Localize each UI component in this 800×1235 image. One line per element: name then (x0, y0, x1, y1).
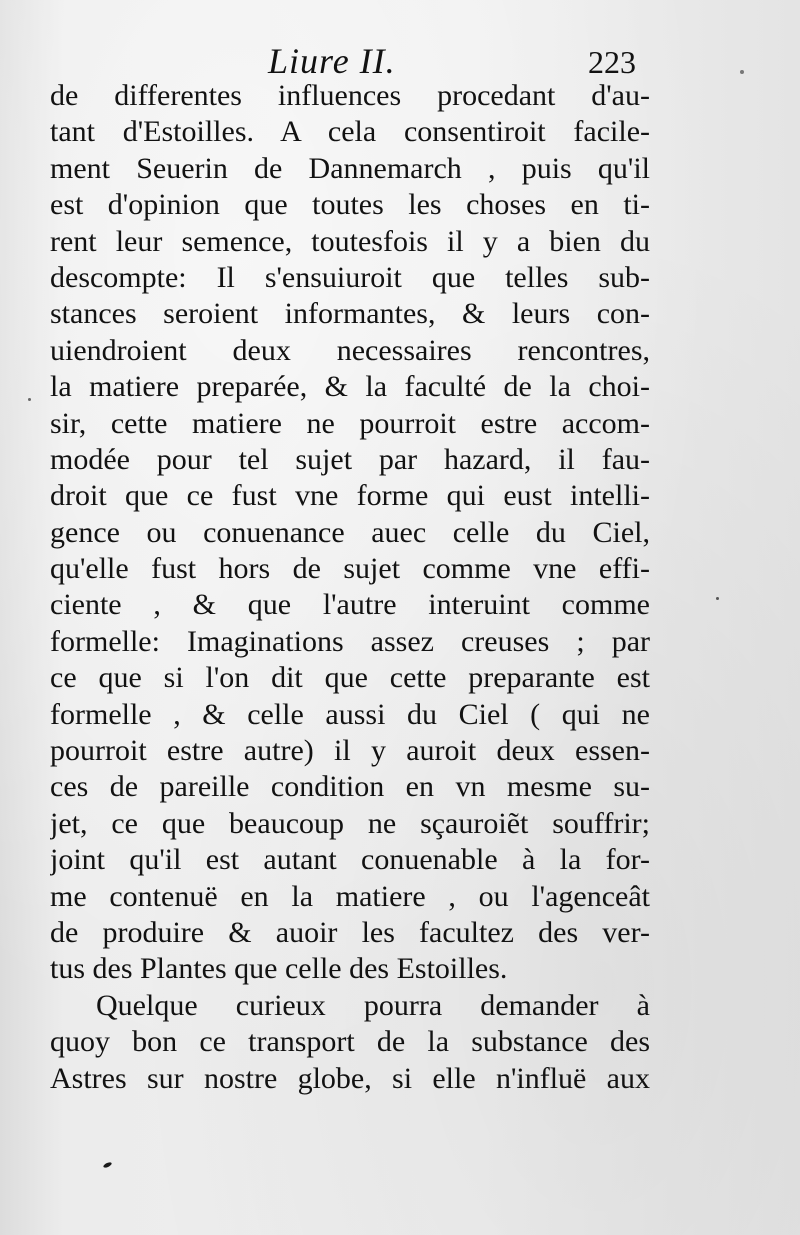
text-line: modée pour tel sujet par hazard, il fau- (50, 442, 650, 476)
text-line: ciente , & que l'autre interuint comme (50, 588, 650, 622)
page-number: 223 (588, 44, 636, 80)
text-line: ce que si l'on dit que cette preparante est (50, 661, 650, 695)
text-line: ces de pareille condition en vn mesme su- (50, 770, 650, 804)
text-line: est d'opinion que toutes les choses en ti- (50, 188, 650, 222)
text-line-paragraph-start: Quelque curieux pourra demander à (96, 988, 650, 1022)
text-line: quoy bon ce transport de la substance des (50, 1025, 650, 1059)
body-text (50, 78, 650, 1097)
text-line: formelle: Imaginations assez creuses ; par (50, 624, 650, 658)
text-line: la matiere preparée, & la faculté de la choi- (50, 370, 650, 404)
ink-speck (103, 1161, 113, 1168)
ink-speck (28, 398, 31, 401)
text-line: uiendroient deux necessaires rencontres, (50, 333, 650, 367)
text-line: droit que ce fust vne forme qui eust intelli- (50, 479, 650, 513)
text-line: Astres sur nostre globe, si elle n'influë aux (50, 1061, 650, 1095)
text-line: gence ou conuenance auec celle du Ciel, (50, 515, 650, 549)
text-line: stances seroient informantes, & leurs con- (50, 297, 650, 331)
text-line: rent leur semence, toutesfois il y a bien du (50, 224, 650, 258)
text-line: me contenuë en la matiere , ou l'agenceât (50, 879, 650, 913)
text-line: pourroit estre autre) il y auroit deux essen- (50, 734, 650, 768)
text-line: jet, ce que beaucoup ne sçauroiẽt souffrir; (50, 806, 650, 840)
running-title: Liure II. (268, 41, 396, 81)
text-line: qu'elle fust hors de sujet comme vne effi- (50, 552, 650, 586)
ink-speck (740, 70, 744, 74)
text-line: ment Seuerin de Dannemarch , puis qu'il (50, 151, 650, 185)
text-line: descompte: Il s'ensuiuroit que telles sub- (50, 260, 650, 294)
ink-speck (716, 597, 719, 600)
text-line: formelle , & celle aussi du Ciel ( qui ne (50, 697, 650, 731)
text-line: sir, cette matiere ne pourroit estre accom- (50, 406, 650, 440)
text-line: de differentes influences procedant d'au- (50, 79, 650, 112)
text-line: tus des Plantes que celle des Estoilles. (50, 952, 508, 986)
text-line: joint qu'il est autant conuenable à la for- (50, 843, 650, 877)
text-line: de produire & auoir les facultez des ver- (50, 915, 650, 949)
text-line: tant d'Estoilles. A cela consentiroit facile- (50, 115, 650, 149)
